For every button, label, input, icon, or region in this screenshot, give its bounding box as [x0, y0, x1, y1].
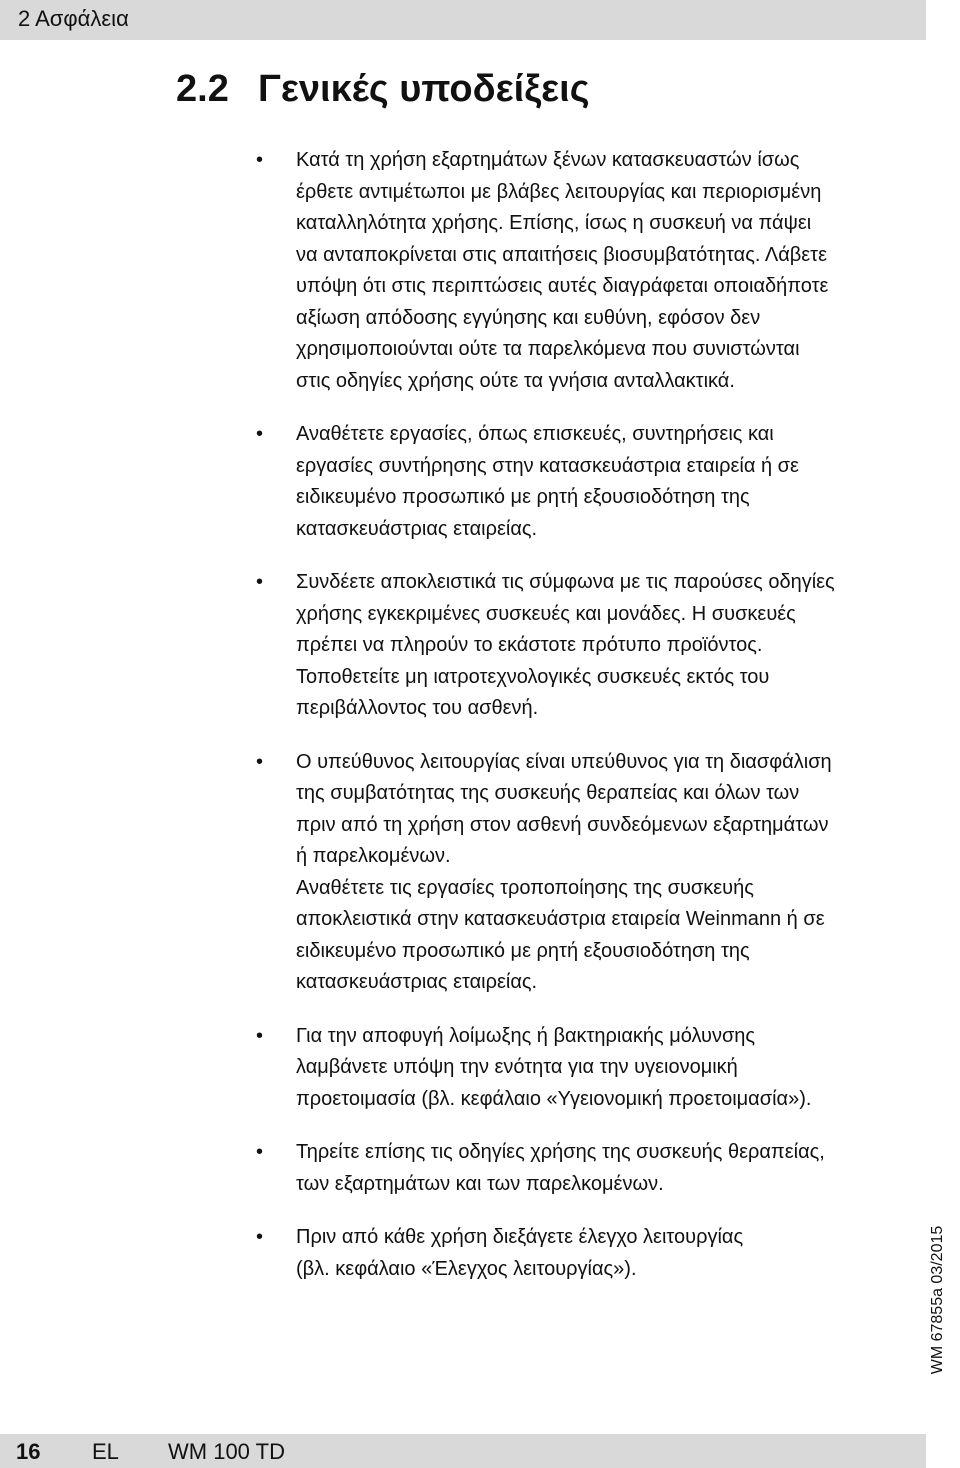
list-item: [250, 567, 920, 725]
section-title-text: Γενικές υποδείξεις: [258, 68, 590, 110]
list-item: [250, 747, 920, 999]
bullet-icon: •: [256, 1141, 264, 1163]
list-item-text: Πριν από κάθε χρήση διεξάγετε έλεγχο λειτουργίας (βλ. κεφάλαιο «Έλεγχος λειτουργίας»).: [296, 1226, 744, 1280]
list-item: [250, 145, 920, 397]
running-header: [0, 0, 926, 40]
list-item-text: Για την αποφυγή λοίμωξης ή βακτηριακής μόλυνσης λαμβάνετε υπόψη την ενότητα για την υγειονομική προετοιμασία (βλ. κεφάλαιο «Υγειονομική προετοιμασία»).: [296, 1024, 812, 1110]
chapter-title: 2 Ασφάλεια: [18, 6, 129, 31]
list-item: [250, 1021, 920, 1116]
page-number: 16: [16, 1439, 41, 1464]
bullet-icon: •: [256, 1024, 264, 1047]
bullet-icon: •: [256, 750, 264, 773]
list-item-text: Συνδέετε αποκλειστικά τις σύμφωνα με τις παρούσες οδηγίες χρήσης εγκεκριμένες συσκευές και μονάδες. Η συσκευές πρέπει να πληρούν το εκάστοτε πρότυπο προϊόντος. Τοποθετείτε μη ιατροτεχνολογικές συσκευές εκτός του περιβάλλοντος του ασθενή.: [296, 571, 835, 719]
bullet-icon: •: [256, 423, 264, 445]
running-footer: [0, 1434, 926, 1468]
list-item: [250, 419, 920, 545]
list-item: [250, 1137, 920, 1200]
list-item: [250, 1222, 920, 1285]
list-item-text: Τηρείτε επίσης τις οδηγίες χρήσης της συσκευής θεραπείας, των εξαρτημάτων και των παρελκομένων.: [296, 1141, 825, 1195]
list-item-text: Ο υπεύθυνος λειτουργίας είναι υπεύθυνος για τη διασφάλιση της συμβατότητας της συσκευής θεραπείας και όλων των πριν από τη χρήση στον ασθενή συνδεόμενων εξαρτημάτων ή παρελκομένων. Αναθέτετε τις εργασίες τροποποίησης της συσκευής αποκλειστικά στην κατασκευάστρια εταιρεία Weinmann ή σε ειδικευμένο προσωπικό με ρητή εξουσιοδότηση της κατασκευάστριας εταιρείας.: [296, 750, 832, 993]
bullet-icon: •: [256, 149, 264, 171]
bullet-list: [250, 145, 920, 1307]
section-number: 2.2: [176, 68, 229, 110]
section-heading: [176, 68, 590, 111]
document-code: WM 67855a 03/2015: [929, 1225, 946, 1375]
model-name: WM 100 TD: [168, 1439, 285, 1464]
language-code: EL: [92, 1439, 119, 1464]
list-item-text: Αναθέτετε εργασίες, όπως επισκευές, συντηρήσεις και εργασίες συντήρησης στην κατασκευάστρια εταιρεία ή σε ειδικευμένο προσωπικό με ρητή εξουσιοδότηση της κατασκευάστριας εταιρείας.: [296, 423, 799, 540]
bullet-icon: •: [256, 1226, 264, 1248]
list-item-text: Κατά τη χρήση εξαρτημάτων ξένων κατασκευαστών ίσως έρθετε αντιμέτωποι με βλάβες λειτουργίας και περιορισμένη καταλληλότητα χρήσης. Επίσης, ίσως η συσκευή να πάψει να ανταποκρίνεται στις απαιτήσεις βιοσυμβατότητας. Λάβετε υπόψη ότι στις περιπτώσεις αυτές διαγράφεται οποιαδήποτε αξίωση απόδοσης εγγύησης και ευθύνη, εφόσον δεν χρησιμοποιούνται ούτε τα παρελκόμενα που συνιστώνται στις οδηγίες χρήσης ούτε τα γνήσια ανταλλακτικά.: [296, 149, 829, 392]
bullet-icon: •: [256, 571, 264, 593]
